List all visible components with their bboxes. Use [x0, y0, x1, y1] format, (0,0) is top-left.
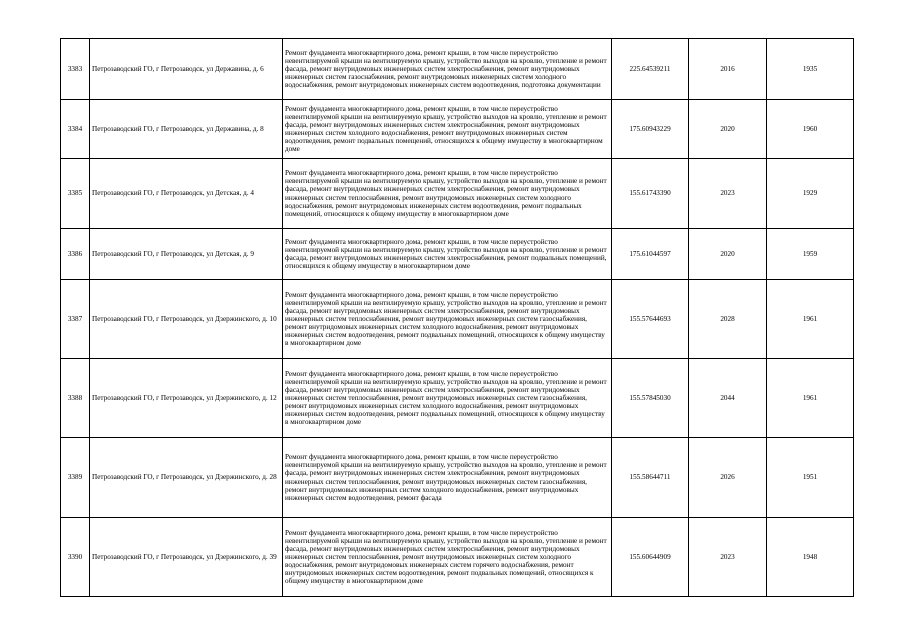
- works-cell: Ремонт фундамента многоквартирного дома, ремонт крыши, в том числе переустройство невентилируемой крыши на вентилируемую крышу, устройство выходов на кровлю, утепление и ремонт фасада, ремонт внутридомовых инженерных систем электроснабжения, ремонт внутридомовых инженерных систем теплоснабжения, ремонт внутридомовых инженерных систем газоснабжения, ремонт внутридомовых инженерных систем холодного водоснабжения, ремонт внутридомовых инженерных систем водоотведения, ремонт фасада: [283, 438, 612, 518]
- address-cell: Петрозаводский ГО, г Петрозаводск, ул Дзержинского, д. 39: [90, 518, 283, 597]
- works-cell: Ремонт фундамента многоквартирного дома, ремонт крыши, в том числе переустройство невентилируемой крыши на вентилируемую крышу, устройство выходов на кровлю, утепление и ремонт фасада, ремонт внутридомовых инженерных систем электроснабжения, ремонт внутридомовых инженерных систем теплоснабжения, ремонт внутридомовых инженерных систем холодного водоснабжения, ремонт внутридомовых инженерных систем водоотведения, ремонт подвальных помещений, относящихся к общему имуществу в многоквартирном доме: [283, 159, 612, 229]
- table-row: [61, 359, 854, 438]
- table-row: [61, 518, 854, 597]
- address-cell: Петрозаводский ГО, г Петрозаводск, ул Державина, д. 8: [90, 100, 283, 159]
- cost-cell: 155.57644693: [612, 280, 689, 359]
- row-number: 3389: [61, 438, 90, 518]
- cost-cell: 155.60644909: [612, 518, 689, 597]
- table-row: [61, 100, 854, 159]
- row-number: 3386: [61, 229, 90, 280]
- address-cell: Петрозаводский ГО, г Петрозаводск, ул Детская, д. 4: [90, 159, 283, 229]
- table-row: [61, 39, 854, 100]
- planned-year-cell: 2044: [689, 359, 767, 438]
- cost-cell: 175.60943229: [612, 100, 689, 159]
- address-cell: Петрозаводский ГО, г Петрозаводск, ул Дзержинского, д. 12: [90, 359, 283, 438]
- works-cell: Ремонт фундамента многоквартирного дома, ремонт крыши, в том числе переустройство невентилируемой крыши на вентилируемую крышу, устройство выходов на кровлю, утепление и ремонт фасада, ремонт внутридомовых инженерных систем электроснабжения, ремонт внутридомовых инженерных систем теплоснабжения, ремонт внутридомовых инженерных систем холодного водоснабжения, ремонт внутридомовых инженерных систем горячего водоснабжения, ремонт внутридомовых инженерных систем водоотведения, ремонт подвальных помещений, относящихся к общему имуществу в многоквартирном доме: [283, 518, 612, 597]
- build-year-cell: 1961: [767, 359, 854, 438]
- row-number: 3385: [61, 159, 90, 229]
- row-number: 3390: [61, 518, 90, 597]
- build-year-cell: 1929: [767, 159, 854, 229]
- build-year-cell: 1961: [767, 280, 854, 359]
- cost-cell: 155.58644711: [612, 438, 689, 518]
- row-number: 3387: [61, 280, 90, 359]
- table-body: [61, 39, 854, 597]
- planned-year-cell: 2020: [689, 229, 767, 280]
- row-number: 3384: [61, 100, 90, 159]
- planned-year-cell: 2016: [689, 39, 767, 100]
- row-number: 3388: [61, 359, 90, 438]
- planned-year-cell: 2026: [689, 438, 767, 518]
- row-number: 3383: [61, 39, 90, 100]
- build-year-cell: 1935: [767, 39, 854, 100]
- works-cell: Ремонт фундамента многоквартирного дома, ремонт крыши, в том числе переустройство невентилируемой крыши на вентилируемую крышу, устройство выходов на кровлю, утепление и ремонт фасада, ремонт внутридомовых инженерных систем электроснабжения, ремонт внутридомовых инженерных систем газоснабжения, ремонт внутридомовых инженерных систем холодного водоснабжения, ремонт внутридомовых инженерных систем водоотведения, подготовка документации: [283, 39, 612, 100]
- works-cell: Ремонт фундамента многоквартирного дома, ремонт крыши, в том числе переустройство невентилируемой крыши на вентилируемую крышу, устройство выходов на кровлю, утепление и ремонт фасада, ремонт внутридомовых инженерных систем электроснабжения, ремонт внутридомовых инженерных систем теплоснабжения, ремонт внутридомовых инженерных систем газоснабжения, ремонт внутридомовых инженерных систем холодного водоснабжения, ремонт внутридомовых инженерных систем водоотведения, ремонт подвальных помещений, относящихся к общему имуществу в многоквартирном доме: [283, 280, 612, 359]
- cost-cell: 175.61044597: [612, 229, 689, 280]
- planned-year-cell: 2020: [689, 100, 767, 159]
- address-cell: Петрозаводский ГО, г Петрозаводск, ул Дзержинского, д. 28: [90, 438, 283, 518]
- build-year-cell: 1960: [767, 100, 854, 159]
- planned-year-cell: 2028: [689, 280, 767, 359]
- works-cell: Ремонт фундамента многоквартирного дома, ремонт крыши, в том числе переустройство невентилируемой крыши на вентилируемую крышу, устройство выходов на кровлю, утепление и ремонт фасада, ремонт внутридомовых инженерных систем электроснабжения, ремонт внутридомовых инженерных систем холодного водоснабжения, ремонт внутридомовых инженерных систем водоотведения, ремонт подвальных помещений, относящихся к общему имуществу в многоквартирном доме: [283, 100, 612, 159]
- works-cell: Ремонт фундамента многоквартирного дома, ремонт крыши, в том числе переустройство невентилируемой крыши на вентилируемую крышу, устройство выходов на кровлю, утепление и ремонт фасада, ремонт внутридомовых инженерных систем электроснабжения, ремонт подвальных помещений, относящихся к общему имуществу в многоквартирном доме: [283, 229, 612, 280]
- planned-year-cell: 2023: [689, 159, 767, 229]
- address-cell: Петрозаводский ГО, г Петрозаводск, ул Детская, д. 9: [90, 229, 283, 280]
- cost-cell: 225.64539211: [612, 39, 689, 100]
- address-cell: Петрозаводский ГО, г Петрозаводск, ул Державина, д. 6: [90, 39, 283, 100]
- table-row: [61, 280, 854, 359]
- cost-cell: 155.57845030: [612, 359, 689, 438]
- table-row: [61, 438, 854, 518]
- repair-program-table: [60, 38, 854, 597]
- build-year-cell: 1948: [767, 518, 854, 597]
- table-row: [61, 159, 854, 229]
- build-year-cell: 1959: [767, 229, 854, 280]
- works-cell: Ремонт фундамента многоквартирного дома, ремонт крыши, в том числе переустройство невентилируемой крыши на вентилируемую крышу, устройство выходов на кровлю, утепление и ремонт фасада, ремонт внутридомовых инженерных систем электроснабжения, ремонт внутридомовых инженерных систем теплоснабжения, ремонт внутридомовых инженерных систем газоснабжения, ремонт внутридомовых инженерных систем холодного водоснабжения, ремонт внутридомовых инженерных систем водоотведения, ремонт подвальных помещений, относящихся к общему имуществу в многоквартирном доме: [283, 359, 612, 438]
- build-year-cell: 1951: [767, 438, 854, 518]
- planned-year-cell: 2023: [689, 518, 767, 597]
- table-row: [61, 229, 854, 280]
- address-cell: Петрозаводский ГО, г Петрозаводск, ул Дзержинского, д. 10: [90, 280, 283, 359]
- cost-cell: 155.61743390: [612, 159, 689, 229]
